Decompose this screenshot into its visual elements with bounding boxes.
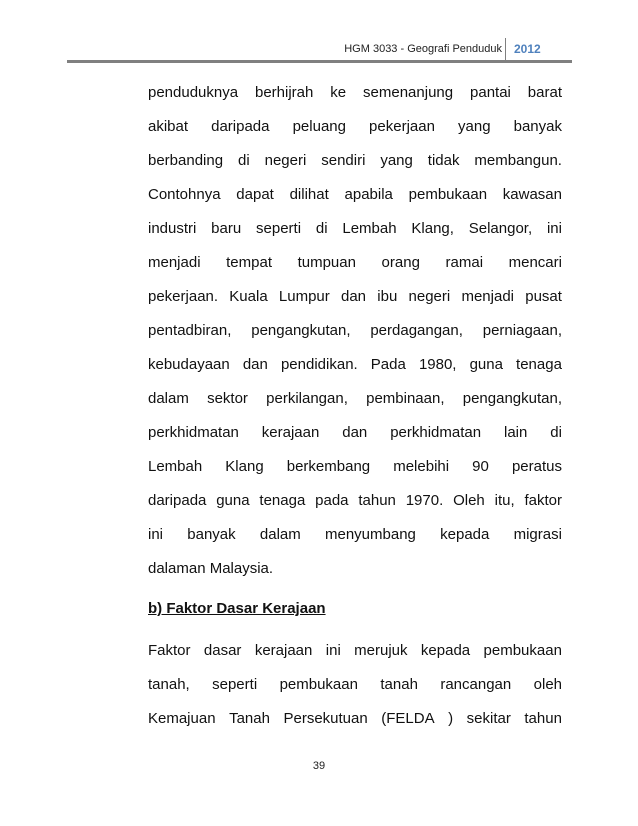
word: semenanjung [363,84,454,101]
header-rule [67,60,572,63]
word: Contohnya [148,186,221,203]
word: Pada [370,356,406,373]
word: tumpuan [297,254,356,271]
word: Persekutuan [283,710,368,727]
text-line [148,76,562,110]
word: ini [148,526,164,543]
word: 90 [472,458,489,475]
word: ini [546,220,562,237]
text-line [148,110,562,144]
word: mencari [508,254,562,271]
word: rancangan [440,676,512,693]
word: dan [341,288,367,305]
word: menyumbang [325,526,416,543]
word: dilihat [289,186,329,203]
text-line [148,382,562,416]
word: di [550,424,562,441]
text-line [148,348,562,382]
word: pembukaan [483,642,562,659]
text-line [148,702,562,736]
word: pengangkutan, [251,322,351,339]
word: Tanah [229,710,270,727]
word: sendiri [321,152,366,169]
word: tenaga [516,356,562,373]
word: peluang [292,118,346,135]
word: tenaga [259,492,306,509]
word: faktor [524,492,562,509]
word: banyak [187,526,236,543]
text-line [148,450,562,484]
word: melebihi [393,458,450,475]
word: sektor [207,390,248,407]
word: menjadi [461,288,514,305]
text-line [148,212,562,246]
word: banyak [513,118,562,135]
body-text [148,76,562,736]
word: tanah [380,676,418,693]
word: Kuala [229,288,268,305]
word: perkhidmatan [390,424,482,441]
word: Oleh [453,492,485,509]
word: tahun [358,492,396,509]
header-year: 2012 [514,42,541,56]
header-title: HGM 3033 - Geografi Penduduk [344,43,502,55]
word: kerajaan [254,642,313,659]
word: pembinaan, [366,390,445,407]
word: kepada [420,642,471,659]
text-line [148,246,562,280]
word: di [238,152,250,169]
word: dasar [203,642,242,659]
word: seperti [212,676,258,693]
word: ke [330,84,347,101]
word: industri [148,220,197,237]
word: berbanding [148,152,224,169]
page-header [0,38,638,60]
word: oleh [533,676,562,693]
word: guna [469,356,503,373]
word: kawasan [502,186,562,203]
word: yang [380,152,413,169]
word: dan [342,424,368,441]
word: penduduknya [148,84,239,101]
text-line [148,314,562,348]
word: barat [527,84,562,101]
word: pentadbiran, [148,322,232,339]
word: pekerjaan. [148,288,219,305]
word: 1970. [405,492,444,509]
page-number: 39 [312,760,326,772]
word: Faktor [148,642,191,659]
word: Lembah [148,458,203,475]
section-heading: b) Faktor Dasar Kerajaan [148,600,326,617]
word: seperti [256,220,302,237]
text-line [148,280,562,314]
word: tempat [226,254,272,271]
text-line [148,634,562,668]
word: daripada [211,118,270,135]
word: perdagangan, [370,322,463,339]
word: pembukaan [408,186,488,203]
word: dalam [148,390,189,407]
word: menjadi [148,254,201,271]
word: negeri [264,152,307,169]
word: dapat [236,186,274,203]
word: peratus [511,458,562,475]
word: perkhidmatan [148,424,239,441]
word: guna [216,492,250,509]
word: dalam [259,526,301,543]
word: yang [458,118,491,135]
text-line [148,416,562,450]
word: tanah, [148,676,190,693]
header-divider [505,38,506,60]
word: berkembang [286,458,371,475]
paragraph-1-last-line: dalaman Malaysia. [148,560,274,577]
word: kebudayaan [148,356,230,373]
word: pantai [470,84,511,101]
word: daripada [148,492,207,509]
word: dan [242,356,268,373]
word: (FELDA [381,710,435,727]
word: apabila [344,186,393,203]
word: merujuk [354,642,408,659]
word: pusat [525,288,562,305]
word: sekitar [466,710,511,727]
word: baru [211,220,242,237]
word: Klang, [411,220,454,237]
word: di [315,220,328,237]
text-line [148,144,562,178]
word: pendidikan. [280,356,358,373]
word: ramai [445,254,484,271]
text-line [148,518,562,552]
word: ibu [377,288,398,305]
word: Selangor, [468,220,533,237]
word: pada [315,492,349,509]
word: Kemajuan [148,710,216,727]
paragraph-1 [148,76,562,552]
word: kerajaan [261,424,320,441]
word: akibat [148,118,189,135]
word: berhijrah [255,84,314,101]
word: lain [503,424,528,441]
word: 1980, [418,356,457,373]
word: perkilangan, [266,390,348,407]
word: perniagaan, [482,322,562,339]
word: pekerjaan [369,118,435,135]
word: Lembah [342,220,397,237]
word: Klang [225,458,264,475]
word: ) [448,710,454,727]
word: tidak [427,152,460,169]
word: Lumpur [278,288,330,305]
word: tahun [524,710,562,727]
text-line [148,668,562,702]
text-line [148,178,562,212]
word: kepada [440,526,490,543]
word: pengangkutan, [462,390,562,407]
word: ini [325,642,341,659]
word: negeri [408,288,451,305]
paragraph-2 [148,634,562,736]
word: pembukaan [279,676,358,693]
word: membangun. [474,152,562,169]
word: itu, [494,492,515,509]
word: orang [381,254,420,271]
word: migrasi [513,526,562,543]
text-line [148,484,562,518]
